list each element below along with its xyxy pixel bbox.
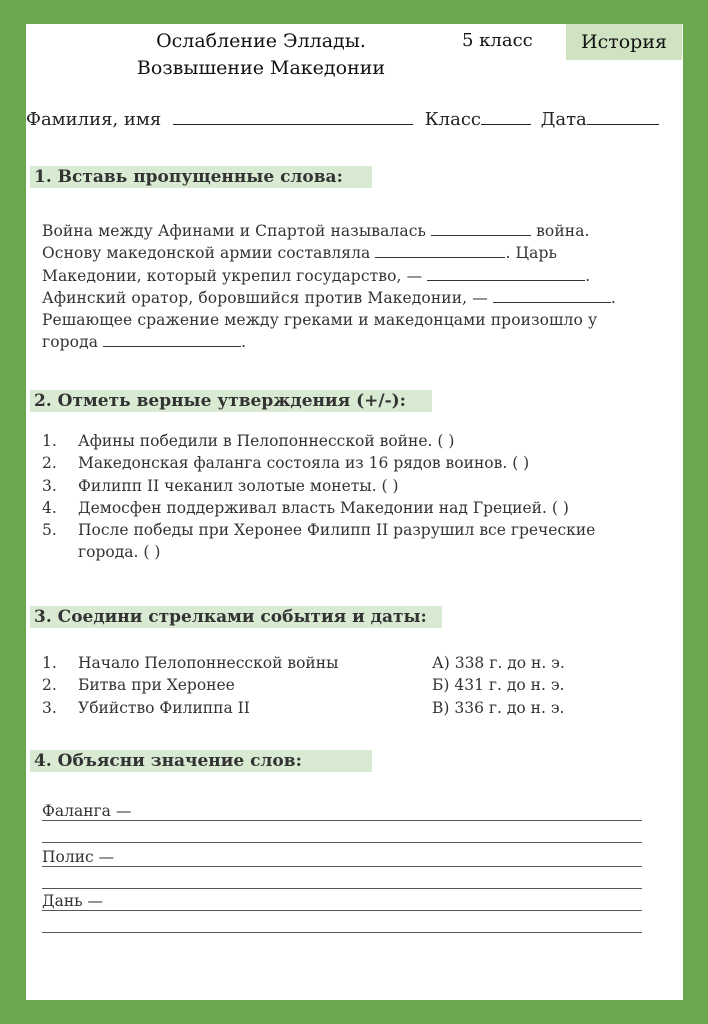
item-text: Филипп II чеканил золотые монеты. ( ) bbox=[78, 476, 399, 495]
blank-3[interactable] bbox=[427, 267, 585, 281]
section-1-heading: 1. Вставь пропущенные слова: bbox=[30, 166, 372, 188]
date-option: Б) 431 г. до н. э. bbox=[432, 676, 565, 695]
s1-text-1: Война между Афинами и Спартой называлась bbox=[42, 222, 427, 240]
date-field[interactable] bbox=[587, 108, 659, 125]
worksheet-title bbox=[126, 28, 396, 82]
student-info-line bbox=[26, 108, 683, 130]
section-3-match bbox=[42, 652, 662, 719]
s1-text-10: города bbox=[42, 333, 99, 352]
definition-line[interactable] bbox=[42, 888, 642, 889]
class-label: Класс bbox=[424, 109, 481, 130]
item-number: 4. bbox=[42, 498, 57, 517]
definition-falanga bbox=[42, 802, 650, 822]
date-label: Дата bbox=[540, 109, 587, 130]
item-text: После победы при Херонее Филипп II разрушил все греческие города. ( ) bbox=[78, 521, 596, 562]
section-2-heading: 2. Отметь верные утверждения (+/-): bbox=[30, 390, 432, 412]
item-text: Демосфен поддерживал власть Македонии над Грецией. ( ) bbox=[78, 498, 569, 517]
item-number: 1. bbox=[42, 432, 57, 450]
definition-dan bbox=[42, 892, 650, 912]
s1-text-5: Македонии, который укрепил государство, — bbox=[42, 266, 423, 285]
term-label: Фаланга — bbox=[42, 802, 132, 820]
blank-5[interactable] bbox=[103, 333, 241, 347]
title-line-2: Возвышение Македонии bbox=[136, 57, 386, 79]
grade-label: 5 класс bbox=[462, 30, 533, 51]
match-row bbox=[42, 697, 662, 719]
section-3-heading: 3. Соедини стрелками события и даты: bbox=[30, 606, 442, 628]
event-number: 1. bbox=[42, 654, 57, 672]
date-option: А) 338 г. до н. э. bbox=[432, 654, 565, 672]
title-line-1: Ослабление Эллады. bbox=[156, 30, 366, 52]
section-4-heading: 4. Объясни значение слов: bbox=[30, 750, 372, 772]
match-row bbox=[42, 652, 662, 674]
list-item bbox=[42, 519, 662, 564]
list-item bbox=[42, 475, 662, 497]
blank-2[interactable] bbox=[375, 244, 505, 258]
subject-badge: История bbox=[566, 24, 682, 60]
event-text: Битва при Херонее bbox=[78, 676, 235, 695]
date-option: В) 336 г. до н. э. bbox=[432, 698, 565, 717]
term-label: Дань — bbox=[42, 892, 104, 910]
item-text: Афины победили в Пелопоннесской войне. ( ) bbox=[78, 432, 455, 450]
item-text: Македонская фаланга состояла из 16 рядов воинов. ( ) bbox=[78, 454, 530, 473]
s1-text-11: . bbox=[241, 333, 247, 352]
list-item bbox=[42, 497, 662, 519]
list-item bbox=[42, 430, 662, 452]
s1-text-7: Афинский оратор, боровшийся против Македонии, — bbox=[42, 288, 488, 307]
definition-line[interactable] bbox=[42, 932, 642, 933]
name-label: Фамилия, имя bbox=[26, 109, 162, 130]
definition-line[interactable] bbox=[42, 842, 642, 843]
worksheet bbox=[26, 24, 683, 1000]
s1-text-8: . bbox=[610, 288, 616, 307]
term-label: Полис — bbox=[42, 848, 115, 866]
item-number: 2. bbox=[42, 454, 57, 473]
event-number: 2. bbox=[42, 676, 57, 695]
event-text: Начало Пелопоннесской войны bbox=[78, 654, 339, 672]
s1-text-9: Решающее сражение между греками и македонцами произошло у bbox=[42, 311, 598, 330]
blank-4[interactable] bbox=[493, 289, 611, 303]
event-text: Убийство Филиппа II bbox=[78, 698, 250, 717]
definition-polis bbox=[42, 848, 650, 868]
blank-1[interactable] bbox=[431, 222, 531, 236]
s1-text-2: война. bbox=[536, 222, 590, 240]
name-field[interactable] bbox=[173, 108, 413, 125]
s1-text-6: . bbox=[585, 266, 591, 285]
s1-text-3: Основу македонской армии составляла bbox=[42, 244, 371, 263]
section-2-list bbox=[42, 430, 662, 564]
section-1-text bbox=[42, 220, 652, 354]
list-item bbox=[42, 452, 662, 474]
class-field[interactable] bbox=[481, 108, 531, 125]
s1-text-4: . Царь bbox=[505, 244, 558, 263]
event-number: 3. bbox=[42, 698, 57, 717]
item-number: 3. bbox=[42, 476, 57, 495]
item-number: 5. bbox=[42, 521, 57, 540]
match-row bbox=[42, 674, 662, 696]
